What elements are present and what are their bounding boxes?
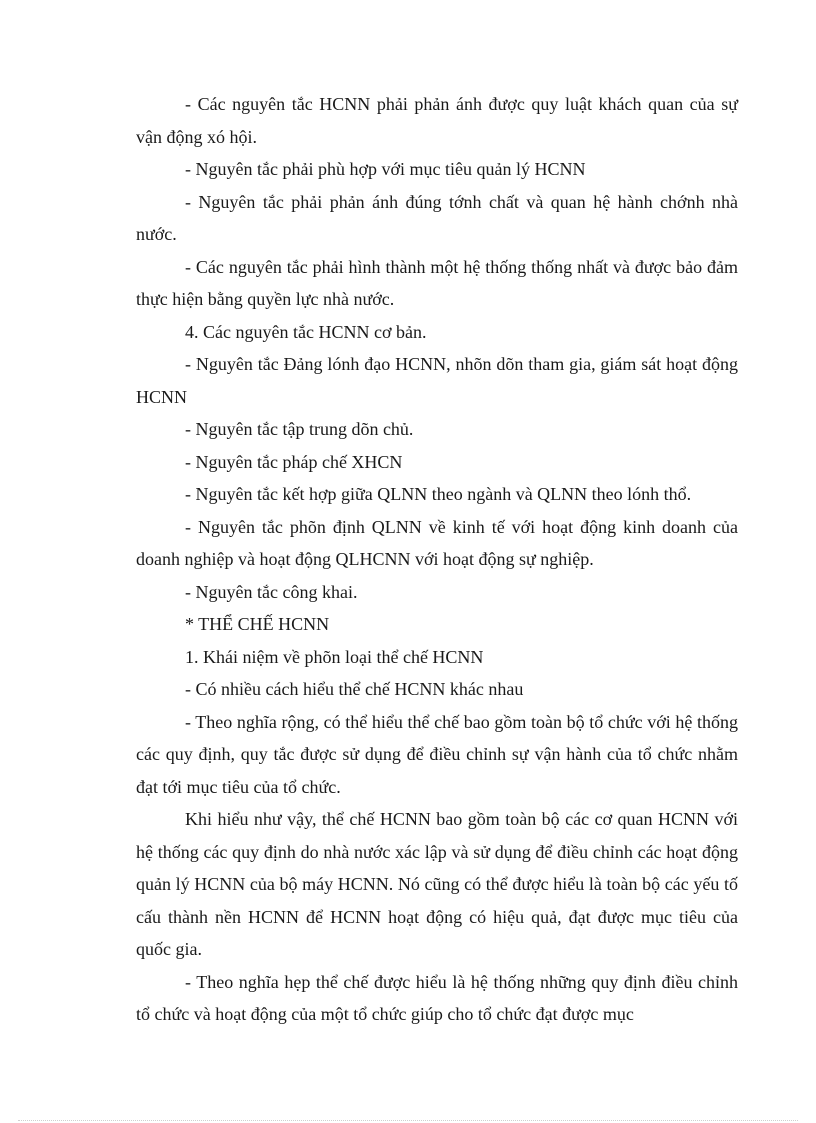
paragraph: - Các nguyên tắc HCNN phải phản ánh được quy luật khách quan của sự vận động xó hội.: [136, 94, 738, 147]
paragraph: - Có nhiều cách hiểu thể chế HCNN khác nhau: [185, 679, 524, 699]
page-bottom-divider: [18, 1120, 798, 1121]
document-body: [136, 88, 738, 1031]
paragraph: - Các nguyên tắc phải hình thành một hệ thống thống nhất và được bảo đảm thực hiện bằng quyền lực nhà nước.: [136, 256, 738, 309]
section-heading: * THỂ CHẾ HCNN: [185, 614, 330, 634]
paragraph: - Nguyên tắc tập trung dõn chủ.: [185, 419, 414, 439]
paragraph: - Nguyên tắc phải phản ánh đúng tớnh chất và quan hệ hành chớnh nhà nước.: [136, 191, 738, 244]
paragraph: - Nguyên tắc pháp chế XHCN: [185, 451, 403, 472]
section-heading: 1. Khái niệm về phõn loại thể chế HCNN: [185, 646, 484, 667]
paragraph: - Theo nghĩa hẹp thể chế được hiểu là hệ thống những quy định điều chỉnh tổ chức và hoạt động của một tổ chức giúp cho tổ chức đạt được mục: [136, 971, 738, 1024]
paragraph: Khi hiểu như vậy, thể chế HCNN bao gồm toàn bộ các cơ quan HCNN với hệ thống các quy định do nhà nước xác lập và sử dụng để điều chỉnh các hoạt động quản lý HCNN của bộ máy HCNN. Nó cũng có thể được hiểu là toàn bộ các yếu tố cấu thành nền HCNN để HCNN hoạt động có hiệu quả, đạt được mục tiêu của quốc gia.: [136, 809, 738, 959]
paragraph: - Nguyên tắc Đảng lónh đạo HCNN, nhõn dõn tham gia, giám sát hoạt động HCNN: [136, 354, 738, 407]
section-heading: 4. Các nguyên tắc HCNN cơ bản.: [185, 321, 427, 342]
paragraph: - Nguyên tắc kết hợp giữa QLNN theo ngành và QLNN theo lónh thổ.: [185, 484, 692, 504]
paragraph: - Nguyên tắc công khai.: [185, 581, 358, 602]
paragraph: - Nguyên tắc phõn định QLNN về kinh tế với hoạt động kinh doanh của doanh nghiệp và hoạt động QLHCNN với hoạt động sự nghiệp.: [136, 516, 738, 569]
paragraph: - Nguyên tắc phải phù hợp với mục tiêu quản lý HCNN: [185, 159, 586, 179]
paragraph: - Theo nghĩa rộng, có thể hiểu thể chế bao gồm toàn bộ tổ chức với hệ thống các quy định, quy tắc được sử dụng để điều chỉnh sự vận hành của tổ chức nhằm đạt tới mục tiêu của tổ chức.: [136, 711, 738, 797]
